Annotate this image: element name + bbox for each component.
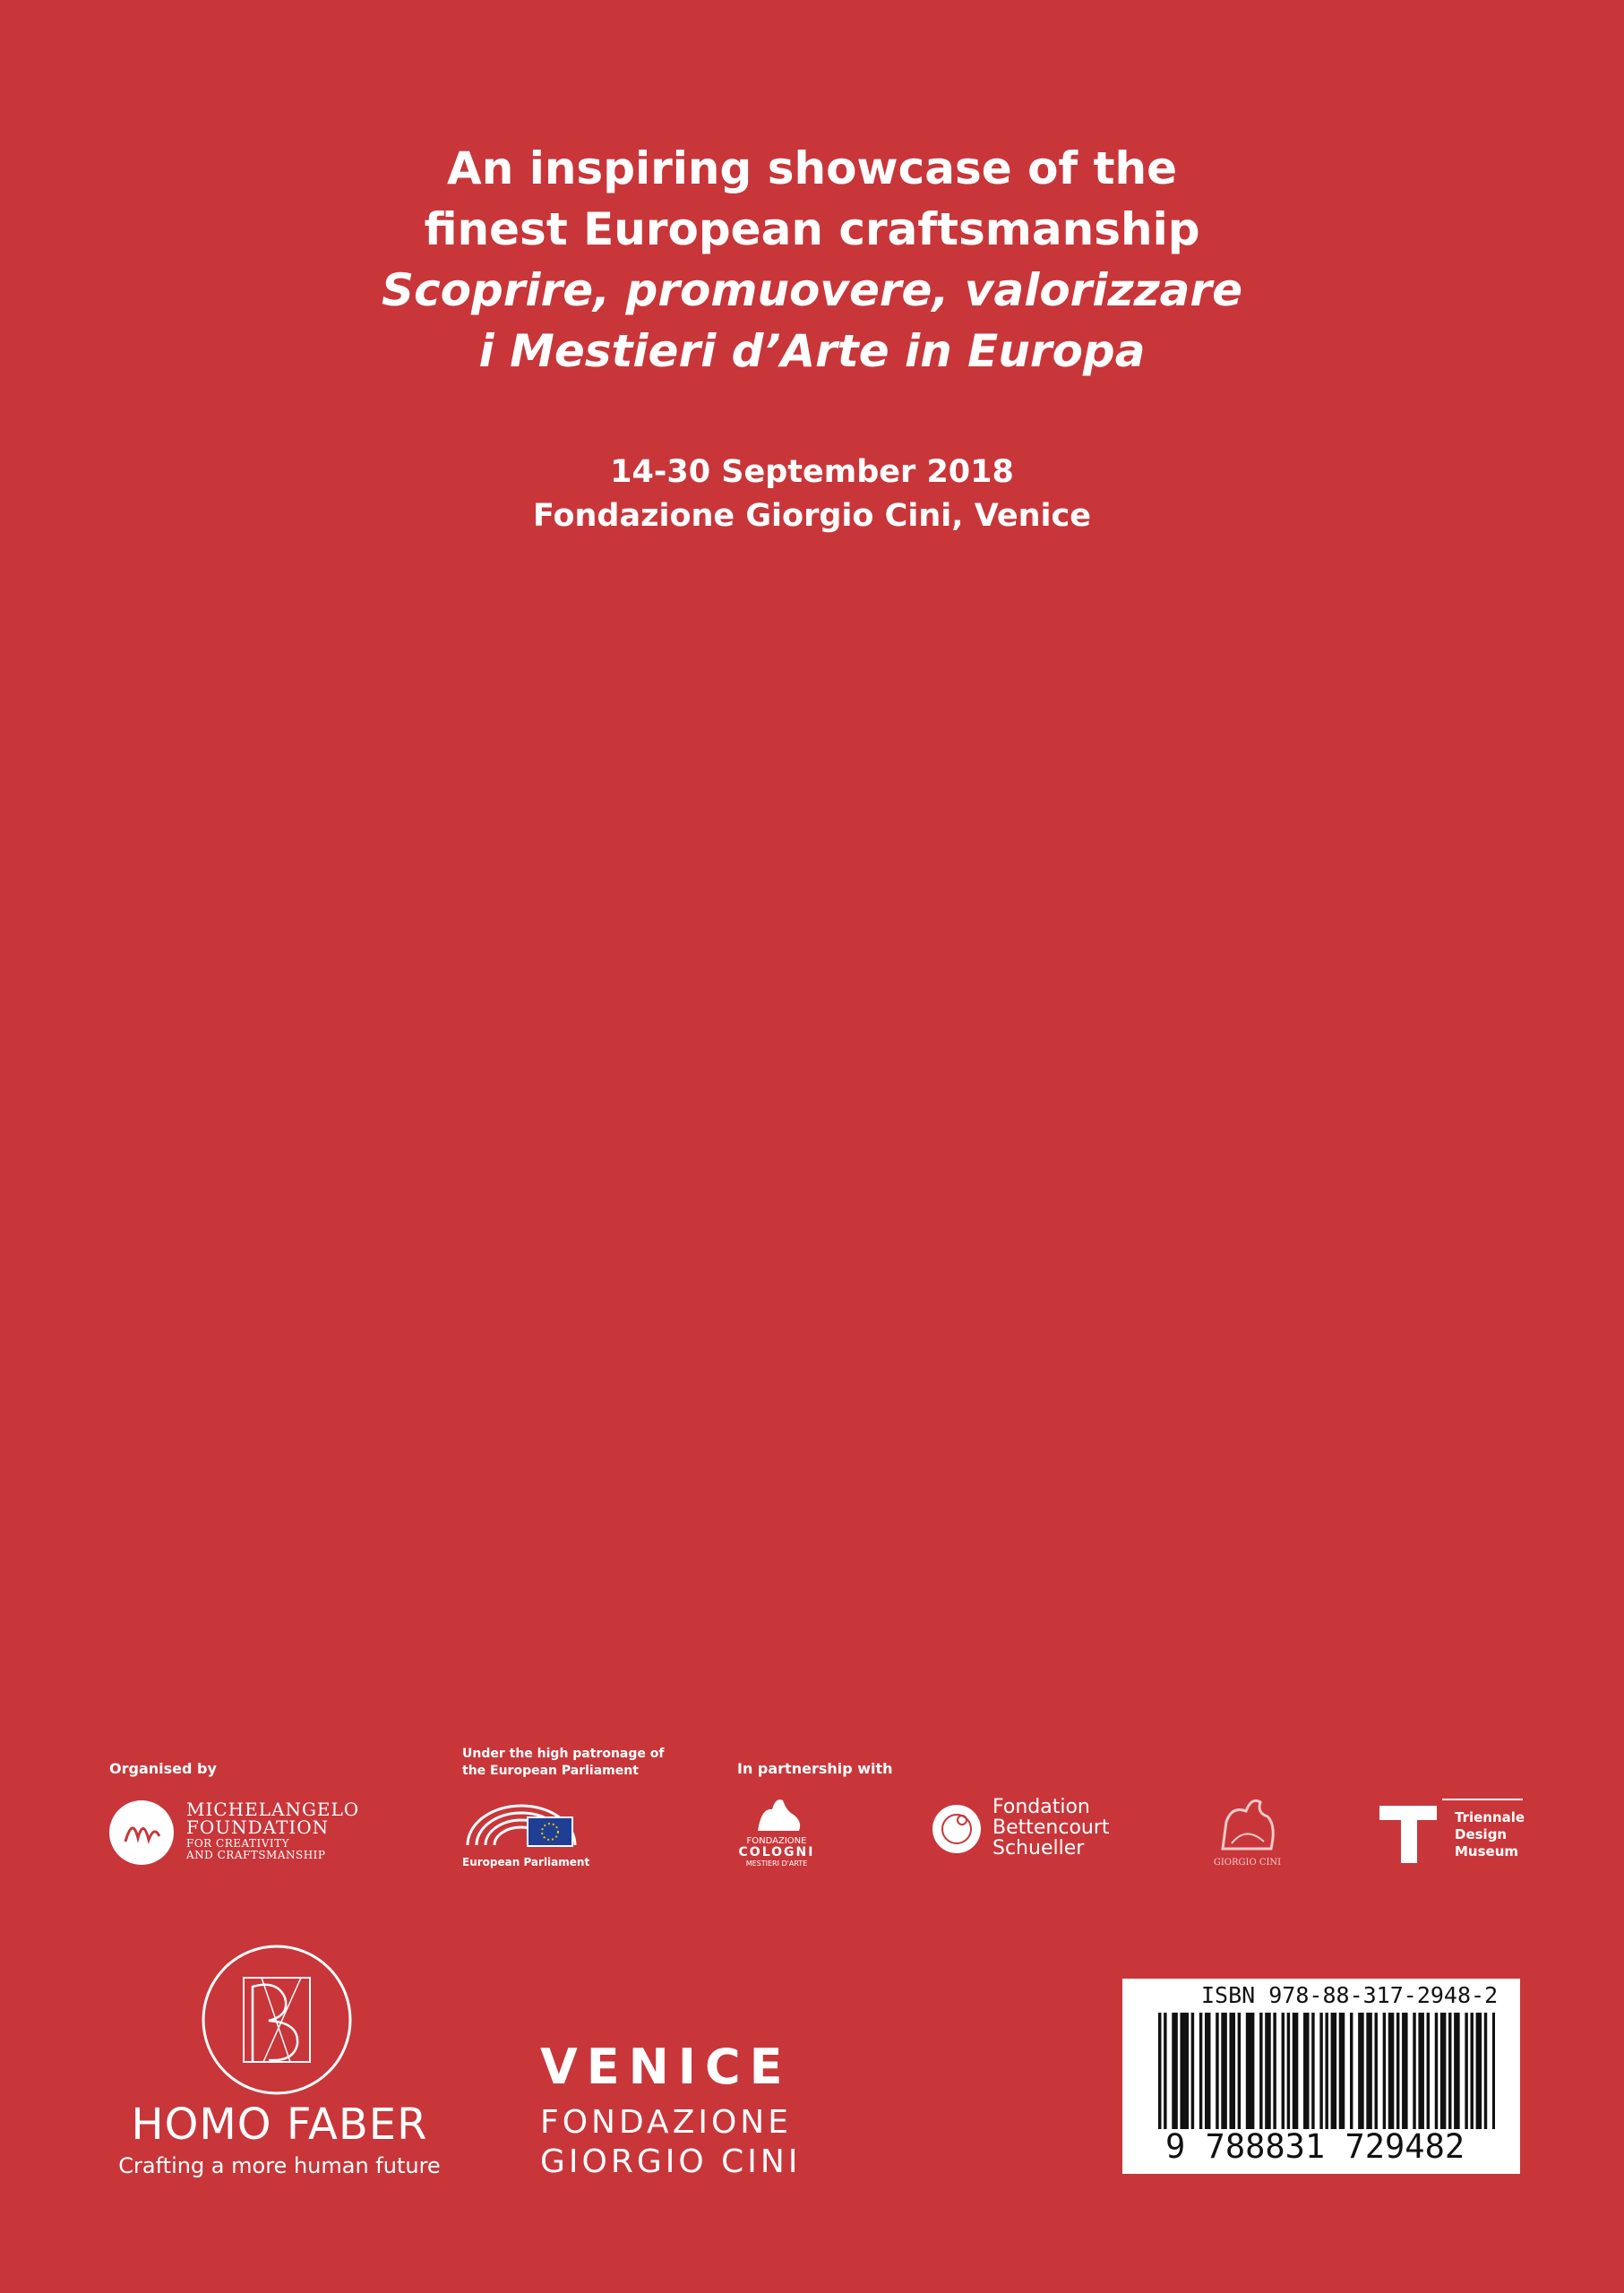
venice-cini-block <box>540 2039 836 2182</box>
fondation-bettencourt-logo: Fondation Bettencourt Schueller <box>932 1797 1138 1874</box>
cologni-figure-icon <box>727 1791 826 1836</box>
patronage-label: Under the high patronage of the European Parliament <box>462 1747 665 1778</box>
isbn-barcode <box>1122 1979 1520 2174</box>
cini-emblem-text: GIORGIO CINI <box>1213 1858 1282 1868</box>
event-dates: 14-30 September 2018 <box>610 454 1014 490</box>
headline-line-2: finest European craftsmanship <box>424 203 1200 255</box>
headline-line-1: An inspiring showcase of the <box>447 142 1177 194</box>
fondazione-text: FONDAZIONE <box>540 2104 792 2141</box>
organised-by-label: Organised by <box>109 1760 217 1777</box>
michelangelo-emblem-icon <box>107 1799 176 1867</box>
headline-line-4: i Mestieri d’Arte in Europa <box>478 325 1146 377</box>
european-parliament-text: European Parliament <box>462 1856 590 1868</box>
isbn-digits: 9 788831 729482 <box>1165 2127 1465 2166</box>
homo-faber-emblem-icon <box>201 1944 353 2096</box>
cini-crest-icon <box>1205 1790 1290 1858</box>
european-parliament-logo <box>462 1793 606 1874</box>
fondazione-cologni-logo: FONDAZIONE COLOGNI MESTIERI D'ARTE <box>727 1791 826 1874</box>
event-venue: Fondazione Giorgio Cini, Venice <box>532 498 1092 534</box>
michelangelo-foundation-logo: MICHELANGELO FOUNDATION FOR CREATIVITY AND CRAFTSMANSHIP <box>107 1797 358 1868</box>
triennale-t-icon <box>1379 1799 1444 1865</box>
isbn-number: ISBN 978-88-317-2948-2 <box>1201 1982 1499 2008</box>
headline-line-3: Scoprire, promuovere, valorizzare <box>381 264 1242 316</box>
triennale-design-museum-logo: Triennale Design Museum <box>1379 1799 1523 1870</box>
cini-emblem-logo <box>1205 1790 1290 1872</box>
homo-faber-title: HOMO FABER <box>131 2100 428 2150</box>
barcode-bars <box>1158 2013 1495 2129</box>
homo-faber-subtitle: Crafting a more human future <box>118 2153 441 2178</box>
venice-title: VENICE <box>540 2039 792 2095</box>
parliament-hemicycle-icon <box>462 1793 580 1856</box>
homo-faber-logo <box>100 1944 459 2186</box>
bettencourt-emblem-icon <box>932 1804 982 1854</box>
partnership-label: In partnership with <box>737 1760 893 1777</box>
giorgio-cini-text: GIORGIO CINI <box>540 2143 802 2180</box>
